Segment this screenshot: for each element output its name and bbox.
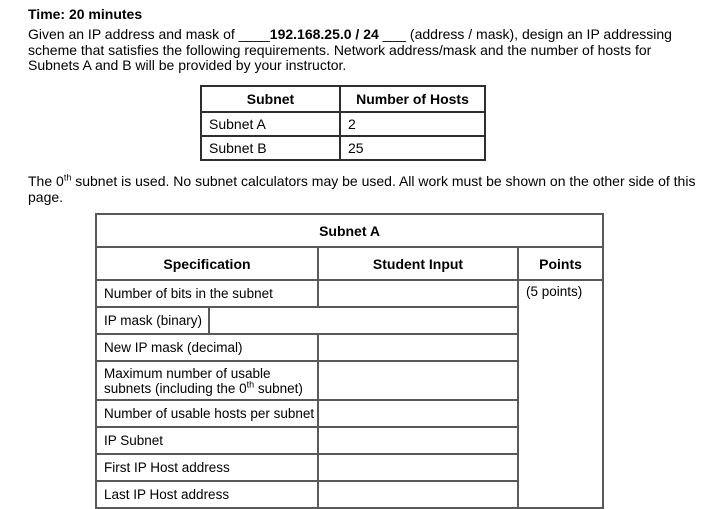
host-count-cell: 25 xyxy=(340,136,485,160)
spec-label-text-end: subnet) xyxy=(254,380,303,396)
hosts-table xyxy=(200,85,486,161)
host-count-cell: 2 xyxy=(340,112,485,136)
points-column-header: Points xyxy=(518,247,603,280)
subnet-a-table-title: Subnet A xyxy=(96,214,603,247)
table-row xyxy=(201,112,485,136)
student-input-cell[interactable] xyxy=(318,400,518,427)
student-input-column-header: Student Input xyxy=(318,247,518,280)
points-value-cell: (5 points) xyxy=(518,280,603,508)
subnet-name-cell: Subnet A xyxy=(201,112,340,136)
spec-label-ip-subnet: IP Subnet xyxy=(96,427,318,454)
address-mask-value: 192.168.25.0 / 24 xyxy=(269,26,379,42)
hosts-table-header-row xyxy=(201,86,485,112)
intro-text-start: Given an IP address and mask of ____ xyxy=(28,26,270,42)
student-input-cell[interactable] xyxy=(318,427,518,454)
subnet-a-table xyxy=(95,213,604,509)
spec-label-bits-in-subnet: Number of bits in the subnet xyxy=(96,280,318,307)
hosts-column-header: Number of Hosts xyxy=(340,86,485,112)
student-input-cell[interactable] xyxy=(318,481,518,508)
spec-label-new-ip-mask-decimal: New IP mask (decimal) xyxy=(96,334,318,361)
note-text-end: subnet is used. No subnet calculators may be used. All work must be shown on the other side of this page. xyxy=(28,173,696,205)
spec-label-superscript: th xyxy=(246,379,255,389)
spec-label-last-ip-host-address: Last IP Host address xyxy=(96,481,318,508)
note-paragraph xyxy=(28,174,713,205)
specification-column-header: Specification xyxy=(96,247,318,280)
table-row xyxy=(96,280,603,307)
note-superscript: th xyxy=(63,172,72,183)
student-input-cell[interactable] xyxy=(318,334,518,361)
spec-label-max-usable-subnets xyxy=(96,361,318,400)
intro-text-end: ___ (address / mask), design an IP addressing scheme that satisfies the following requirements. Network address/mask and the number of hosts for Subnets A and B will be provided by your instructor. xyxy=(28,26,672,73)
spec-label-ip-mask-binary: IP mask (binary) xyxy=(96,307,209,334)
time-limit-label: Time: 20 minutes xyxy=(28,6,143,22)
spec-label-usable-hosts-per-subnet: Number of usable hosts per subnet xyxy=(96,400,318,427)
subnet-column-header: Subnet xyxy=(201,86,340,112)
intro-paragraph xyxy=(28,27,704,74)
subnet-a-title-row xyxy=(96,214,603,247)
student-input-cell[interactable] xyxy=(209,307,518,334)
spec-label-first-ip-host-address: First IP Host address xyxy=(96,454,318,481)
note-text-start: The 0 xyxy=(28,173,64,189)
student-input-cell[interactable] xyxy=(318,361,518,400)
subnet-a-header-row xyxy=(96,247,603,280)
spec-label-text-start: Maximum number of usable subnets (including the 0 xyxy=(104,365,271,396)
student-input-cell[interactable] xyxy=(318,454,518,481)
subnet-name-cell: Subnet B xyxy=(201,136,340,160)
table-row xyxy=(201,136,485,160)
student-input-cell[interactable] xyxy=(318,280,518,307)
